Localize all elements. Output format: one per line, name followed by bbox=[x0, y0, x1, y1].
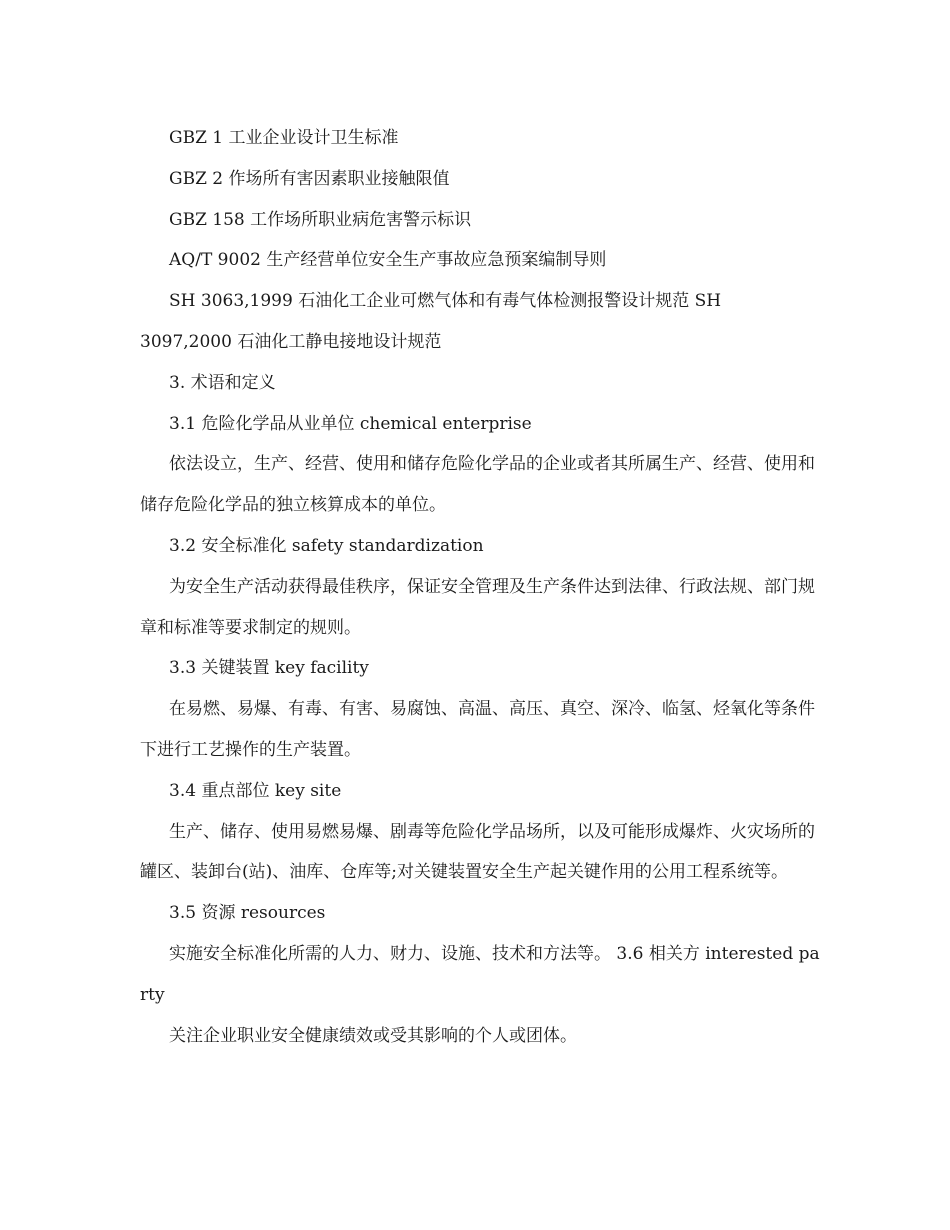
reference-gbz1: GBZ 1 工业企业设计卫生标准 bbox=[169, 128, 399, 148]
definition-3-5: 实施安全标准化所需的人力、财力、设施、技术和方法等。 3.6 相关方 interested party bbox=[140, 943, 820, 1005]
definition-3-4: 生产、储存、使用易燃易爆、剧毒等危险化学品场所，以及可能形成爆炸、火灾场所的罐区、装卸台(站)、油库、仓库等;对关键装置安全生产起关键作用的公用工程系统等。 bbox=[140, 821, 815, 883]
definition-3-3: 在易燃、易爆、有毒、有害、易腐蚀、高温、高压、真空、深冷、临氢、烃氧化等条件下进行工艺操作的生产装置。 bbox=[140, 699, 815, 760]
reference-sh3063-line1: SH 3063,1999 石油化工企业可燃气体和有毒气体检测报警设计规范 SH bbox=[169, 291, 722, 312]
definition-3-1: 依法设立，生产、经营、使用和储存危险化学品的企业或者其所属生产、经营、使用和储存危险化学品的独立核算成本的单位。 bbox=[140, 454, 815, 516]
reference-gbz2: GBZ 2 作场所有害因素职业接触限值 bbox=[169, 168, 450, 189]
term-3-2: 3.2 安全标准化 safety standardization bbox=[169, 535, 484, 556]
document-page bbox=[140, 118, 820, 1056]
definition-3-2: 为安全生产活动获得最佳秩序，保证安全管理及生产条件达到法律、行政法规、部门规章和标准等要求制定的规则。 bbox=[140, 576, 815, 638]
definition-3-6: 关注企业职业安全健康绩效或受其影响的个人或团体。 bbox=[169, 1025, 577, 1046]
reference-gbz158: GBZ 158 工作场所职业病危害警示标识 bbox=[169, 209, 472, 230]
term-3-1: 3.1 危险化学品从业单位 chemical enterprise bbox=[169, 413, 532, 434]
term-3-4: 3.4 重点部位 key site bbox=[169, 780, 342, 801]
reference-sh3063-line2: 3097,2000 石油化工静电接地设计规范 bbox=[140, 331, 442, 352]
term-3-3: 3.3 关键装置 key facility bbox=[169, 658, 369, 679]
reference-aqt9002: AQ/T 9002 生产经营单位安全生产事故应急预案编制导则 bbox=[169, 250, 607, 271]
section-heading-3: 3. 术语和定义 bbox=[169, 372, 276, 393]
term-3-5: 3.5 资源 resources bbox=[169, 903, 326, 924]
